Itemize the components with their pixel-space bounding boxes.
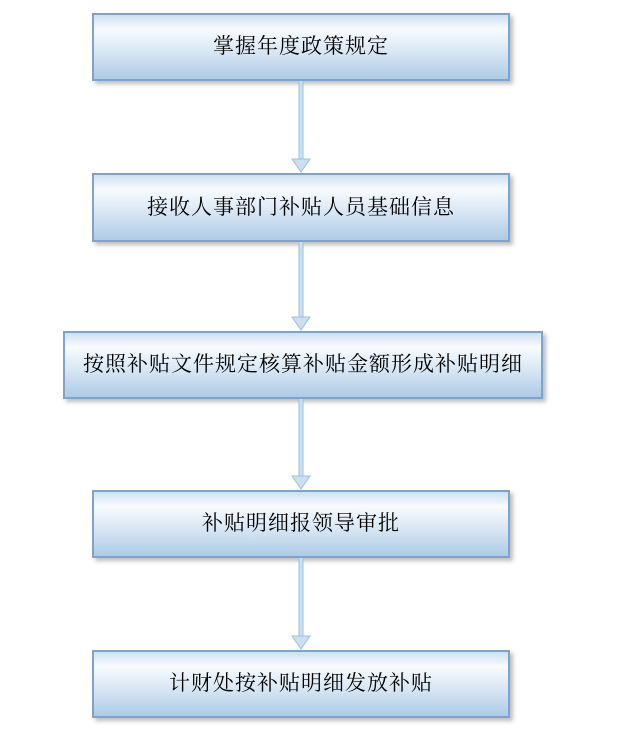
flow-node-step-3 bbox=[63, 331, 543, 399]
flow-node-step-5 bbox=[92, 650, 510, 718]
arrow-down-icon bbox=[291, 475, 311, 490]
connector-line bbox=[299, 558, 304, 637]
connector-step-2-to-step-3 bbox=[289, 242, 313, 331]
flow-node-step-5-label: 计财处按补贴明细发放补贴 bbox=[169, 671, 433, 696]
connector-line bbox=[299, 242, 304, 318]
flow-node-step-2 bbox=[92, 173, 510, 242]
arrow-down-icon bbox=[291, 316, 311, 331]
connector-line bbox=[299, 81, 304, 160]
connector-step-1-to-step-2 bbox=[289, 81, 313, 173]
flow-node-step-3-label: 按照补贴文件规定核算补贴金额形成补贴明细 bbox=[83, 352, 523, 377]
arrow-down-icon bbox=[291, 158, 311, 173]
flow-node-step-4-label: 补贴明细报领导审批 bbox=[202, 511, 400, 536]
connector-step-4-to-step-5 bbox=[289, 558, 313, 650]
flow-node-step-4 bbox=[92, 490, 510, 558]
flow-node-step-2-label: 接收人事部门补贴人员基础信息 bbox=[147, 194, 455, 219]
arrow-down-icon bbox=[291, 635, 311, 650]
connector-step-3-to-step-4 bbox=[289, 399, 313, 490]
flow-node-step-1 bbox=[92, 13, 510, 81]
connector-line bbox=[299, 399, 304, 477]
flow-node-step-1-label: 掌握年度政策规定 bbox=[213, 34, 389, 59]
